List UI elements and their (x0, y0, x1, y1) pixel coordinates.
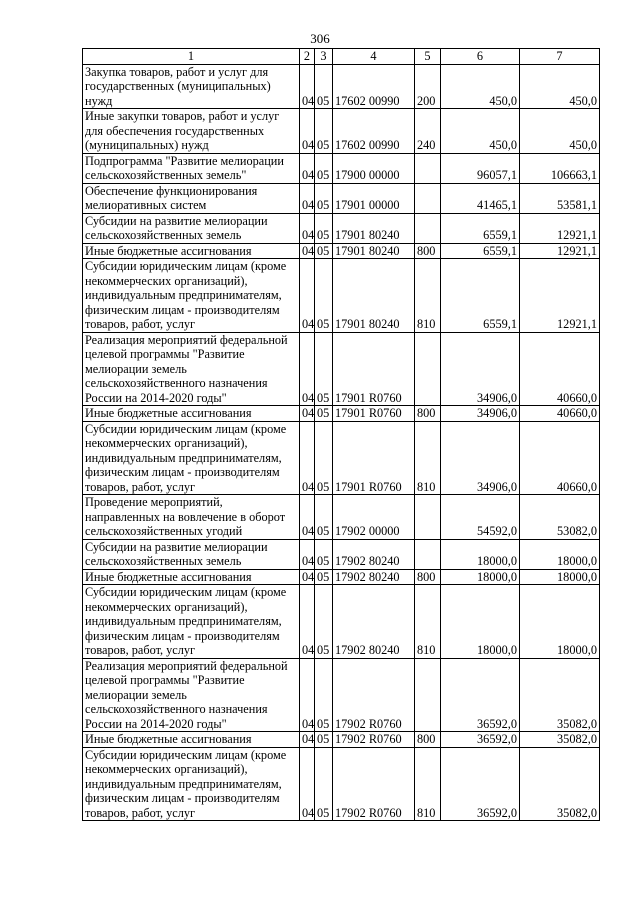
amount-year1-cell: 18000,0 (441, 569, 520, 585)
amount-year2-cell: 12921,1 (520, 259, 600, 333)
target-article-cell: 17901 R0760 (333, 332, 415, 406)
column-header: 6 (441, 49, 520, 65)
section-code-cell: 04 (300, 109, 315, 154)
table-body (83, 64, 600, 821)
subsection-code-cell: 05 (315, 259, 333, 333)
row-name-cell: Субсидии юридическим лицам (кроме некоммерческих организаций), индивидуальным предпринимателям, физическим лицам - производителям товаров, работ, услуг (83, 421, 300, 495)
section-code-cell: 04 (300, 747, 315, 821)
subsection-code-cell: 05 (315, 213, 333, 243)
row-name-cell: Субсидии юридическим лицам (кроме некоммерческих организаций), индивидуальным предпринимателям, физическим лицам - производителям товаров, работ, услуг (83, 259, 300, 333)
table-row (83, 658, 600, 732)
section-code-cell: 04 (300, 421, 315, 495)
column-header: 4 (333, 49, 415, 65)
expense-type-cell: 240 (415, 109, 441, 154)
expense-type-cell (415, 539, 441, 569)
table-row (83, 539, 600, 569)
section-code-cell: 04 (300, 658, 315, 732)
amount-year1-cell: 450,0 (441, 64, 520, 109)
row-name-cell: Субсидии на развитие мелиорации сельскохозяйственных земель (83, 539, 300, 569)
target-article-cell: 17901 R0760 (333, 406, 415, 422)
expense-type-cell (415, 658, 441, 732)
column-header: 1 (83, 49, 300, 65)
table-row (83, 569, 600, 585)
target-article-cell: 17900 00000 (333, 153, 415, 183)
row-name-cell: Подпрограмма "Развитие мелиорации сельскохозяйственных земель" (83, 153, 300, 183)
target-article-cell: 17902 80240 (333, 585, 415, 659)
row-name-cell: Иные закупки товаров, работ и услуг для обеспечения государственных (муниципальных) нужд (83, 109, 300, 154)
column-header: 2 (300, 49, 315, 65)
target-article-cell: 17901 00000 (333, 183, 415, 213)
expense-type-cell: 810 (415, 259, 441, 333)
subsection-code-cell: 05 (315, 421, 333, 495)
amount-year1-cell: 6559,1 (441, 259, 520, 333)
table-row (83, 213, 600, 243)
budget-table (82, 48, 600, 821)
amount-year2-cell: 18000,0 (520, 569, 600, 585)
amount-year2-cell: 106663,1 (520, 153, 600, 183)
amount-year1-cell: 6559,1 (441, 243, 520, 259)
section-code-cell: 04 (300, 243, 315, 259)
amount-year2-cell: 35082,0 (520, 747, 600, 821)
amount-year1-cell: 6559,1 (441, 213, 520, 243)
section-code-cell: 04 (300, 153, 315, 183)
section-code-cell: 04 (300, 213, 315, 243)
amount-year2-cell: 450,0 (520, 64, 600, 109)
amount-year1-cell: 96057,1 (441, 153, 520, 183)
section-code-cell: 04 (300, 539, 315, 569)
expense-type-cell: 810 (415, 747, 441, 821)
expense-type-cell: 800 (415, 732, 441, 748)
subsection-code-cell: 05 (315, 569, 333, 585)
section-code-cell: 04 (300, 332, 315, 406)
target-article-cell: 17602 00990 (333, 109, 415, 154)
amount-year1-cell: 36592,0 (441, 732, 520, 748)
expense-type-cell (415, 213, 441, 243)
table-row (83, 109, 600, 154)
target-article-cell: 17902 R0760 (333, 658, 415, 732)
row-name-cell: Обеспечение функционирования мелиоративных систем (83, 183, 300, 213)
target-article-cell: 17901 80240 (333, 213, 415, 243)
subsection-code-cell: 05 (315, 109, 333, 154)
amount-year2-cell: 53082,0 (520, 495, 600, 540)
amount-year1-cell: 41465,1 (441, 183, 520, 213)
expense-type-cell: 800 (415, 406, 441, 422)
expense-type-cell: 810 (415, 421, 441, 495)
column-header: 3 (315, 49, 333, 65)
expense-type-cell (415, 153, 441, 183)
table-row (83, 183, 600, 213)
row-name-cell: Реализация мероприятий федеральной целевой программы "Развитие мелиорации земель сельскохозяйственного назначения России на 2014-2020 годы" (83, 332, 300, 406)
table-header (83, 49, 600, 65)
amount-year1-cell: 36592,0 (441, 747, 520, 821)
amount-year2-cell: 35082,0 (520, 732, 600, 748)
target-article-cell: 17901 80240 (333, 259, 415, 333)
expense-type-cell: 800 (415, 569, 441, 585)
amount-year2-cell: 35082,0 (520, 658, 600, 732)
amount-year1-cell: 36592,0 (441, 658, 520, 732)
row-name-cell: Проведение мероприятий, направленных на вовлечение в оборот сельскохозяйственных угодий (83, 495, 300, 540)
table-row (83, 421, 600, 495)
section-code-cell: 04 (300, 585, 315, 659)
subsection-code-cell: 05 (315, 495, 333, 540)
amount-year2-cell: 53581,1 (520, 183, 600, 213)
header-row (83, 49, 600, 65)
subsection-code-cell: 05 (315, 747, 333, 821)
amount-year2-cell: 40660,0 (520, 406, 600, 422)
subsection-code-cell: 05 (315, 183, 333, 213)
page-number: 306 (310, 31, 330, 46)
subsection-code-cell: 05 (315, 585, 333, 659)
target-article-cell: 17902 00000 (333, 495, 415, 540)
expense-type-cell (415, 495, 441, 540)
amount-year2-cell: 12921,1 (520, 213, 600, 243)
target-article-cell: 17902 80240 (333, 569, 415, 585)
target-article-cell: 17902 R0760 (333, 747, 415, 821)
amount-year2-cell: 18000,0 (520, 585, 600, 659)
amount-year2-cell: 40660,0 (520, 421, 600, 495)
row-name-cell: Иные бюджетные ассигнования (83, 406, 300, 422)
table-row (83, 747, 600, 821)
table-row (83, 495, 600, 540)
subsection-code-cell: 05 (315, 243, 333, 259)
row-name-cell: Иные бюджетные ассигнования (83, 569, 300, 585)
section-code-cell: 04 (300, 732, 315, 748)
amount-year2-cell: 450,0 (520, 109, 600, 154)
subsection-code-cell: 05 (315, 153, 333, 183)
column-header: 5 (415, 49, 441, 65)
target-article-cell: 17602 00990 (333, 64, 415, 109)
subsection-code-cell: 05 (315, 64, 333, 109)
amount-year1-cell: 18000,0 (441, 539, 520, 569)
expense-type-cell (415, 332, 441, 406)
section-code-cell: 04 (300, 64, 315, 109)
amount-year1-cell: 450,0 (441, 109, 520, 154)
subsection-code-cell: 05 (315, 332, 333, 406)
amount-year2-cell: 40660,0 (520, 332, 600, 406)
table-row (83, 332, 600, 406)
amount-year1-cell: 54592,0 (441, 495, 520, 540)
amount-year2-cell: 12921,1 (520, 243, 600, 259)
row-name-cell: Субсидии юридическим лицам (кроме некоммерческих организаций), индивидуальным предпринимателям, физическим лицам - производителям товаров, работ, услуг (83, 747, 300, 821)
row-name-cell: Реализация мероприятий федеральной целевой программы "Развитие мелиорации земель сельскохозяйственного назначения России на 2014-2020 годы" (83, 658, 300, 732)
amount-year1-cell: 18000,0 (441, 585, 520, 659)
expense-type-cell (415, 183, 441, 213)
section-code-cell: 04 (300, 183, 315, 213)
section-code-cell: 04 (300, 569, 315, 585)
subsection-code-cell: 05 (315, 658, 333, 732)
expense-type-cell: 200 (415, 64, 441, 109)
target-article-cell: 17901 R0760 (333, 421, 415, 495)
row-name-cell: Субсидии на развитие мелиорации сельскохозяйственных земель (83, 213, 300, 243)
target-article-cell: 17902 R0760 (333, 732, 415, 748)
row-name-cell: Иные бюджетные ассигнования (83, 243, 300, 259)
target-article-cell: 17902 80240 (333, 539, 415, 569)
expense-type-cell: 800 (415, 243, 441, 259)
row-name-cell: Иные бюджетные ассигнования (83, 732, 300, 748)
section-code-cell: 04 (300, 406, 315, 422)
section-code-cell: 04 (300, 259, 315, 333)
subsection-code-cell: 05 (315, 539, 333, 569)
amount-year2-cell: 18000,0 (520, 539, 600, 569)
column-header: 7 (520, 49, 600, 65)
table-row (83, 585, 600, 659)
subsection-code-cell: 05 (315, 732, 333, 748)
amount-year1-cell: 34906,0 (441, 406, 520, 422)
table-row (83, 406, 600, 422)
table-row (83, 243, 600, 259)
table-row (83, 64, 600, 109)
row-name-cell: Субсидии юридическим лицам (кроме некоммерческих организаций), индивидуальным предпринимателям, физическим лицам - производителям товаров, работ, услуг (83, 585, 300, 659)
target-article-cell: 17901 80240 (333, 243, 415, 259)
expense-type-cell: 810 (415, 585, 441, 659)
table-row (83, 259, 600, 333)
table-row (83, 153, 600, 183)
amount-year1-cell: 34906,0 (441, 421, 520, 495)
amount-year1-cell: 34906,0 (441, 332, 520, 406)
section-code-cell: 04 (300, 495, 315, 540)
row-name-cell: Закупка товаров, работ и услуг для государственных (муниципальных) нужд (83, 64, 300, 109)
table-row (83, 732, 600, 748)
subsection-code-cell: 05 (315, 406, 333, 422)
